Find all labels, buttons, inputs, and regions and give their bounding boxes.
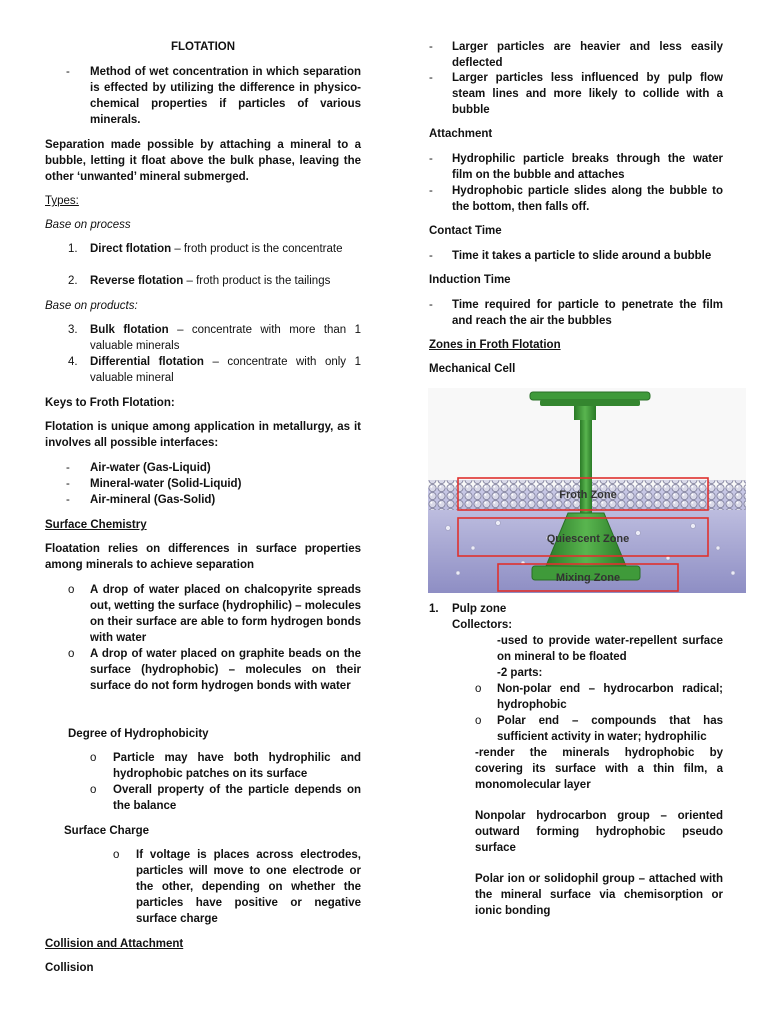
zones-heading: Zones in Froth Flotation xyxy=(429,339,561,351)
list-number: 4. xyxy=(68,356,78,368)
circle-bullet-icon: o xyxy=(68,584,75,596)
interface-gas-solid: Air-mineral (Gas-Solid) xyxy=(90,494,216,506)
graphite-bullet xyxy=(90,646,361,694)
nonpolar-end-bullet: Non-polar end – hydrocarbon radical; hydrophobic xyxy=(497,683,723,711)
attachment-bullet-2: Hydrophobic particle slides along the bubble to the bottom, then falls off. xyxy=(452,185,723,213)
bullet-text: A drop of water placed on chalcopyrite spreads out, wetting the surface ( xyxy=(90,584,361,612)
type-name: Direct flotation xyxy=(90,243,172,255)
bullet-text: ) – molecules on their surface do not form hydrogen bonds with water xyxy=(90,664,361,692)
polar-group-paragraph: Polar ion or solidophil group – attached with the mineral surface via chemisorption or ionic bonding xyxy=(475,873,723,917)
bullet-text: A drop of water placed on graphite beads on the surface ( xyxy=(90,648,361,676)
hydrophobicity-bullet-2: Overall property of the particle depends on the balance xyxy=(113,784,361,812)
dash-bullet: - xyxy=(66,478,70,490)
dash-bullet: - xyxy=(429,299,433,311)
keys-heading: Keys to Froth Flotation: xyxy=(45,397,175,409)
hydrophilic-term: hydrophilic xyxy=(226,600,289,612)
dash-bullet: - xyxy=(429,41,433,53)
induction-time-heading: Induction Time xyxy=(429,274,511,286)
froth-zone-label: Froth Zone xyxy=(559,489,617,501)
dash-bullet: - xyxy=(429,153,433,165)
nonpolar-group-paragraph: Nonpolar hydrocarbon group – oriented outward forming hydrophobic pseudo surface xyxy=(475,810,723,854)
surface-chemistry-heading: Surface Chemistry xyxy=(45,519,147,531)
list-number: 1. xyxy=(429,603,439,615)
type-name: Reverse flotation xyxy=(90,275,184,287)
hydrophobicity-heading: Degree of Hydrophobicity xyxy=(68,728,209,740)
type-reverse-flotation xyxy=(90,273,361,289)
attachment-heading: Attachment xyxy=(429,128,493,140)
type-description: – concentrate with only 1 valuable mineral xyxy=(90,356,361,384)
dash-bullet: - xyxy=(429,72,433,84)
type-name: Bulk flotation xyxy=(90,324,169,336)
type-direct-flotation xyxy=(90,241,361,257)
collectors-parts: -2 parts: xyxy=(497,667,543,679)
contact-time-heading: Contact Time xyxy=(429,225,502,237)
types-heading: Types: xyxy=(45,195,79,207)
collision-bullet-1: Larger particles are heavier and less easily deflected xyxy=(452,41,723,69)
surface-chemistry-paragraph: Floatation relies on differences in surface properties among minerals to achieve separation xyxy=(45,543,361,571)
collision-attachment-heading: Collision and Attachment xyxy=(45,938,184,950)
intro-bullet: Method of wet concentration in which separation is effected by utilizing the difference in physico-chemical properties if particles of various minerals. xyxy=(90,66,361,126)
contact-time-bullet: Time it takes a particle to slide around a bubble xyxy=(452,250,712,262)
type-description: – froth product is the tailings xyxy=(183,275,331,287)
circle-bullet-icon: o xyxy=(90,784,97,796)
mixing-zone-label: Mixing Zone xyxy=(555,572,621,584)
base-products-label: Base on products: xyxy=(45,300,138,312)
mechanical-cell-figure xyxy=(428,388,746,593)
collision-bullet-2: Larger particles less influenced by pulp flow steam lines and more likely to collide with a bubble xyxy=(452,72,723,116)
type-description: – concentrate with more than 1 valuable minerals xyxy=(90,324,361,352)
list-number: 3. xyxy=(68,324,78,336)
circle-bullet-icon: o xyxy=(475,715,482,727)
interface-gas-liquid: Air-water (Gas-Liquid) xyxy=(90,462,211,474)
quiescent-zone-label: Quiescent Zone xyxy=(546,533,630,545)
type-bulk-flotation xyxy=(90,322,361,354)
dash-bullet: - xyxy=(429,185,433,197)
pulp-zone-heading: Pulp zone xyxy=(452,603,507,615)
circle-bullet-icon: o xyxy=(475,683,482,695)
dash-bullet: - xyxy=(66,66,70,78)
circle-bullet-icon: o xyxy=(90,752,97,764)
render-hydrophobic-line: -render the minerals hydrophobic by covering its surface with a thin film, a monomolecular layer xyxy=(475,747,723,791)
polar-end-bullet: Polar end – compounds that has sufficient activity in water; hydrophilic xyxy=(497,715,723,743)
chalcopyrite-bullet xyxy=(90,582,361,646)
type-differential-flotation xyxy=(90,354,361,386)
surface-charge-bullet: If voltage is places across electrodes, particles will move to one electrode or the other, depending on whether the particles have positive or negative surface charge xyxy=(136,849,361,925)
circle-bullet-icon: o xyxy=(113,849,120,861)
dash-bullet: - xyxy=(66,494,70,506)
collectors-heading: Collectors: xyxy=(452,619,513,631)
list-number: 1. xyxy=(68,243,78,255)
list-number: 2. xyxy=(68,275,78,287)
dash-bullet: - xyxy=(429,250,433,262)
hydrophobic-term: hydrophobic xyxy=(144,664,215,676)
circle-bullet-icon: o xyxy=(68,648,75,660)
type-description: – froth product is the concentrate xyxy=(171,243,343,255)
dash-bullet: - xyxy=(66,462,70,474)
base-process-label: Base on process xyxy=(45,219,131,231)
attachment-bullet-1: Hydrophilic particle breaks through the water film on the bubble and attaches xyxy=(452,153,723,181)
surface-charge-heading: Surface Charge xyxy=(64,825,150,837)
bullet-text: ) – molecules on their surface are able to form hydrogen bonds with water xyxy=(90,600,361,644)
separation-paragraph: Separation made possible by attaching a mineral to a bubble, letting it float above the bulk phase, leaving the other ‘unwanted’ mineral submerged. xyxy=(45,139,361,183)
keys-paragraph: Flotation is unique among application in metallurgy, as it involves all possible interfaces: xyxy=(45,421,361,449)
interface-solid-liquid: Mineral-water (Solid-Liquid) xyxy=(90,478,242,490)
page-title: FLOTATION xyxy=(170,41,236,53)
induction-time-bullet: Time required for particle to penetrate the film and reach the air the bubbles xyxy=(452,299,723,327)
collectors-purpose: -used to provide water-repellent surface on mineral to be floated xyxy=(497,635,723,663)
collision-heading: Collision xyxy=(45,962,94,974)
mechanical-cell-label: Mechanical Cell xyxy=(429,363,516,375)
type-name: Differential flotation xyxy=(90,356,204,368)
hydrophobicity-bullet-1: Particle may have both hydrophilic and hydrophobic patches on its surface xyxy=(113,752,361,780)
